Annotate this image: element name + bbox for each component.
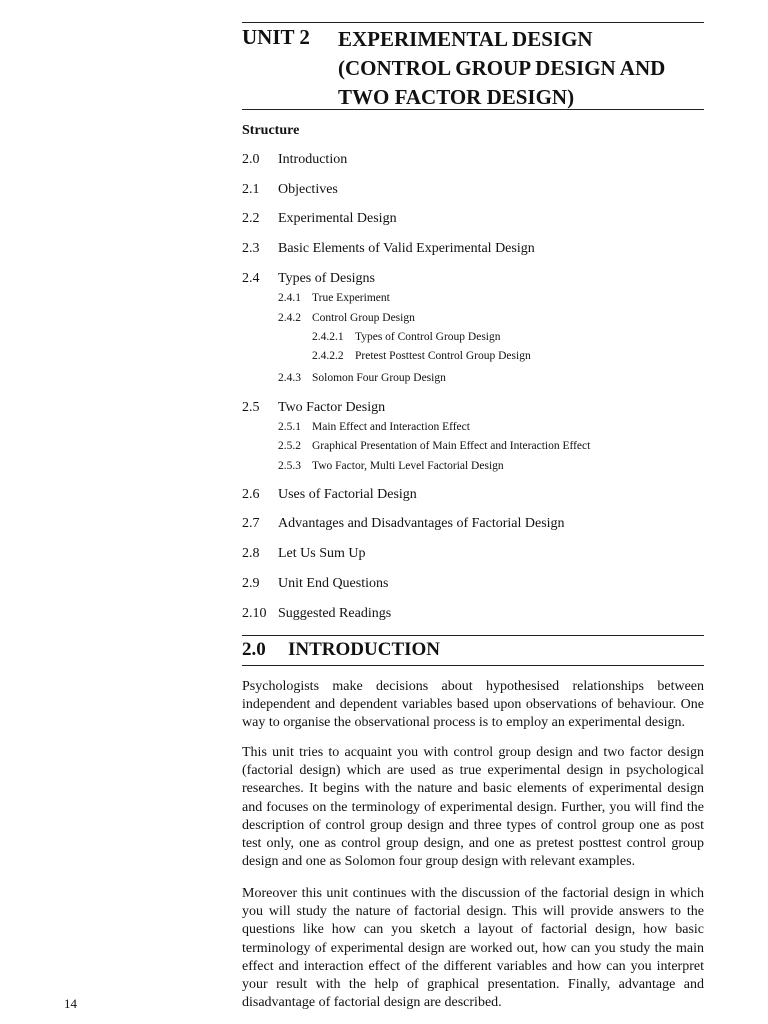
toc-number: 2.10	[242, 606, 267, 621]
section-title: INTRODUCTION	[288, 639, 441, 660]
toc-text: Two Factor Design	[278, 400, 386, 415]
toc-text: Main Effect and Interaction Effect	[312, 421, 470, 433]
page-number: 14	[64, 996, 77, 1011]
toc-text: Pretest Posttest Control Group Design	[355, 350, 531, 362]
toc-number: 2.4.2.2	[312, 350, 344, 362]
toc-text: Uses of Factorial Design	[278, 487, 417, 502]
toc-text: True Experiment	[312, 292, 390, 304]
paragraph: Psychologists make decisions about hypothesised relationships between independent and dependent variables based upon observations of behaviour. One way to organise the observational process is to employ an experimental design.	[242, 679, 704, 731]
toc-text: Basic Elements of Valid Experimental Design	[278, 241, 535, 256]
toc-number: 2.9	[242, 576, 260, 591]
toc-number: 2.0	[242, 152, 260, 167]
toc-number: 2.4.2	[278, 312, 301, 324]
toc-number: 2.6	[242, 487, 260, 502]
toc-number: 2.5.1	[278, 421, 301, 433]
toc-number: 2.8	[242, 546, 260, 561]
toc-text: Advantages and Disadvantages of Factorial Design	[278, 516, 565, 531]
structure-label: Structure	[242, 123, 300, 138]
paragraph: This unit tries to acquaint you with control group design and two factor design (factorial design) which are used as true experimental design in psychological researches. It begins with the nature and basic elements of experimental design and focuses on the terminology of experimental design. Further, you will find the description of control group design and three types of control group one as post test only, one as control group design, and one as pretest posttest control group design and one as Solomon four group design with relevant examples.	[242, 745, 704, 870]
unit-label: UNIT 2	[242, 25, 310, 49]
toc-number: 2.3	[242, 241, 260, 256]
toc-text: Two Factor, Multi Level Factorial Design	[312, 460, 504, 472]
toc-number: 2.4.3	[278, 372, 301, 384]
toc-number: 2.5	[242, 400, 260, 415]
toc-text: Types of Control Group Design	[355, 331, 501, 343]
toc-text: Let Us Sum Up	[278, 546, 366, 561]
toc-number: 2.7	[242, 516, 260, 531]
top-rule	[242, 22, 704, 23]
toc-number: 2.2	[242, 211, 260, 226]
toc-text: Unit End Questions	[278, 576, 389, 591]
toc-text: Objectives	[278, 182, 338, 197]
toc-number: 2.5.3	[278, 460, 301, 472]
toc-number: 2.1	[242, 182, 260, 197]
toc-text: Introduction	[278, 152, 348, 167]
unit-title	[338, 25, 708, 112]
title-bottom-rule	[242, 109, 704, 110]
section-bottom-rule	[242, 665, 704, 666]
unit-title-line: TWO FACTOR DESIGN)	[338, 85, 575, 109]
section-top-rule	[242, 635, 704, 636]
paragraph: Moreover this unit continues with the discussion of the factorial design in which you will study the nature of factorial design. This will provide answers to the questions like how can you sketch a layout of factorial design, how basic terminology of experimental design are worked out, how can you study the main effect and interaction effect of the different variables and how can you interpret your result with the help of graphical presentation. Finally, advantage and disadvantage of factorial design are described.	[242, 886, 704, 1011]
section-number: 2.0	[242, 639, 266, 660]
toc-text: Suggested Readings	[278, 606, 392, 621]
toc-number: 2.4.2.1	[312, 331, 344, 343]
unit-title-line: (CONTROL GROUP DESIGN AND	[338, 56, 666, 80]
unit-title-line: EXPERIMENTAL DESIGN	[338, 27, 593, 51]
toc-text: Solomon Four Group Design	[312, 372, 446, 384]
toc-text: Graphical Presentation of Main Effect and Interaction Effect	[312, 440, 591, 452]
toc-number: 2.4.1	[278, 292, 301, 304]
toc-number: 2.4	[242, 271, 260, 286]
toc-text: Types of Designs	[278, 271, 376, 286]
toc-number: 2.5.2	[278, 440, 301, 452]
toc-text: Control Group Design	[312, 312, 415, 324]
toc-text: Experimental Design	[278, 211, 397, 226]
